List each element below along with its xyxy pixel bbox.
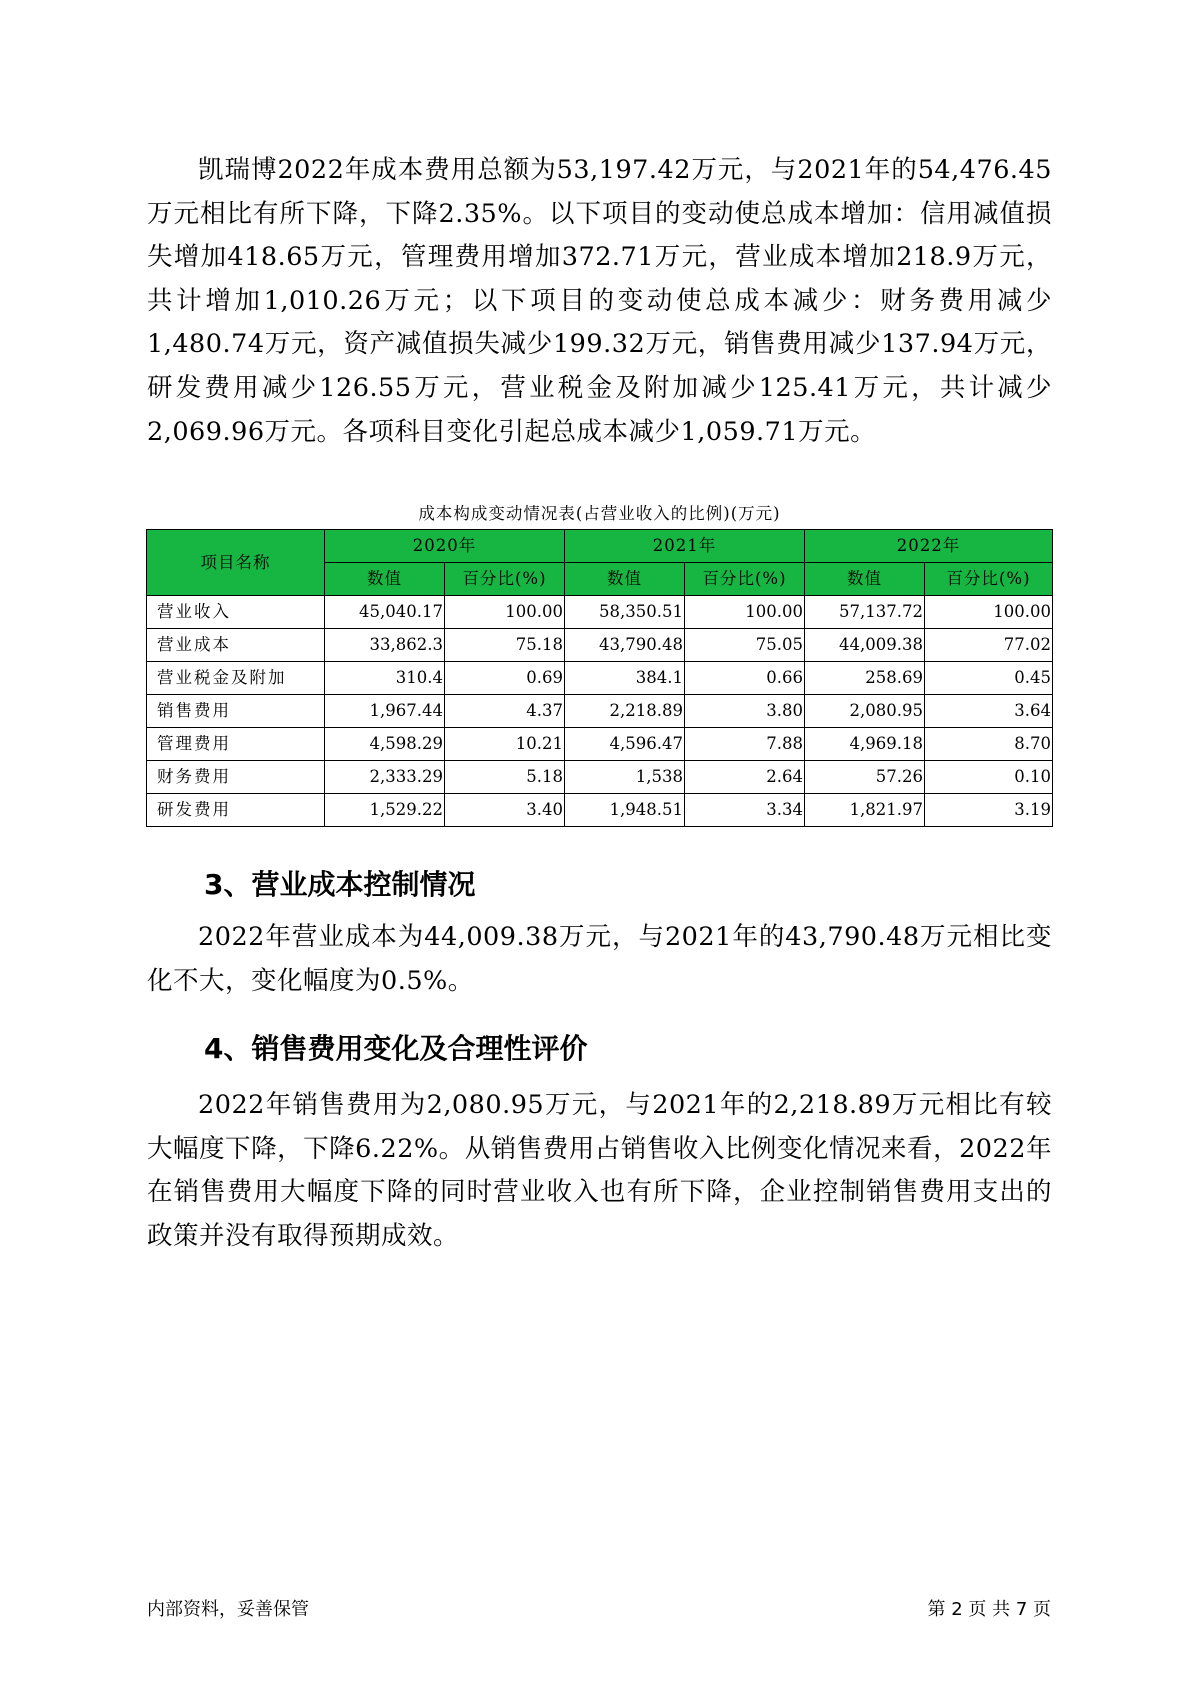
table-row bbox=[147, 794, 1053, 827]
header-year-2020: 2020年 bbox=[325, 530, 565, 563]
cell-percent: 100.00 bbox=[925, 596, 1053, 629]
cell-percent: 3.19 bbox=[925, 794, 1053, 827]
row-label: 销售费用 bbox=[147, 695, 325, 728]
cell-percent: 8.70 bbox=[925, 728, 1053, 761]
cell-percent: 100.00 bbox=[685, 596, 805, 629]
cell-value: 4,596.47 bbox=[565, 728, 685, 761]
cell-value: 1,948.51 bbox=[565, 794, 685, 827]
cell-percent: 0.69 bbox=[445, 662, 565, 695]
row-label: 研发费用 bbox=[147, 794, 325, 827]
cell-value: 45,040.17 bbox=[325, 596, 445, 629]
table-row bbox=[147, 695, 1053, 728]
footer-page-number: 第 2 页 共 7 页 bbox=[927, 1599, 1051, 1620]
row-label: 财务费用 bbox=[147, 761, 325, 794]
cell-percent: 3.40 bbox=[445, 794, 565, 827]
header-percent: 百分比(%) bbox=[685, 563, 805, 596]
cell-percent: 2.64 bbox=[685, 761, 805, 794]
cell-percent: 3.80 bbox=[685, 695, 805, 728]
cell-percent: 7.88 bbox=[685, 728, 805, 761]
paragraph-sales-expense: 2022年销售费用为2,080.95万元，与2021年的2,218.89万元相比有较大幅度下降，下降6.22%。从销售费用占销售收入比例变化情况来看，2022年在销售费用大幅度下降的同时营业收入也有所下降，企业控制销售费用支出的政策并没有取得预期成效。 bbox=[147, 1090, 1052, 1251]
cell-value: 33,862.3 bbox=[325, 629, 445, 662]
table-row bbox=[147, 662, 1053, 695]
header-percent: 百分比(%) bbox=[925, 563, 1053, 596]
row-label: 营业税金及附加 bbox=[147, 662, 325, 695]
cell-value: 258.69 bbox=[805, 662, 925, 695]
cell-percent: 0.45 bbox=[925, 662, 1053, 695]
header-year-2021: 2021年 bbox=[565, 530, 805, 563]
table-row bbox=[147, 761, 1053, 794]
cell-value: 4,598.29 bbox=[325, 728, 445, 761]
cost-structure-table bbox=[146, 529, 1053, 827]
row-label: 营业收入 bbox=[147, 596, 325, 629]
header-item-name: 项目名称 bbox=[147, 530, 325, 596]
footer-confidential-note: 内部资料，妥善保管 bbox=[147, 1599, 309, 1620]
cell-value: 1,538 bbox=[565, 761, 685, 794]
cell-percent: 3.64 bbox=[925, 695, 1053, 728]
header-year-2022: 2022年 bbox=[805, 530, 1053, 563]
header-value: 数值 bbox=[805, 563, 925, 596]
table-header-row-years bbox=[147, 530, 1053, 563]
section-heading-sales-expense: 4、销售费用变化及合理性评价 bbox=[204, 1032, 588, 1065]
table-caption: 成本构成变动情况表(占营业收入的比例)(万元) bbox=[418, 504, 781, 523]
cell-value: 1,821.97 bbox=[805, 794, 925, 827]
cell-value: 1,529.22 bbox=[325, 794, 445, 827]
paragraph-cost-summary: 凯瑞博2022年成本费用总额为53,197.42万元，与2021年的54,476.45万元相比有所下降，下降2.35%。以下项目的变动使总成本增加：信用减值损失增加418.65万元，管理费用增加372.71万元，营业成本增加218.9万元，共计增加1,010.26万元；以下项目的变动使总成本减少：财务费用减少1,480.74万元，资产减值损失减少199.32万元，销售费用减少137.94万元，研发费用减少126.55万元，营业税金及附加减少125.41万元，共计减少2,069.96万元。各项科目变化引起总成本减少1,059.71万元。 bbox=[147, 155, 1052, 447]
cell-percent: 75.05 bbox=[685, 629, 805, 662]
cell-percent: 3.34 bbox=[685, 794, 805, 827]
cell-value: 4,969.18 bbox=[805, 728, 925, 761]
cell-value: 2,333.29 bbox=[325, 761, 445, 794]
cell-value: 57.26 bbox=[805, 761, 925, 794]
row-label: 营业成本 bbox=[147, 629, 325, 662]
header-percent: 百分比(%) bbox=[445, 563, 565, 596]
cell-value: 57,137.72 bbox=[805, 596, 925, 629]
cell-percent: 4.37 bbox=[445, 695, 565, 728]
cell-percent: 100.00 bbox=[445, 596, 565, 629]
table-row bbox=[147, 596, 1053, 629]
row-label: 管理费用 bbox=[147, 728, 325, 761]
header-value: 数值 bbox=[565, 563, 685, 596]
cell-value: 2,218.89 bbox=[565, 695, 685, 728]
cell-value: 43,790.48 bbox=[565, 629, 685, 662]
cell-percent: 75.18 bbox=[445, 629, 565, 662]
cell-value: 44,009.38 bbox=[805, 629, 925, 662]
cell-value: 2,080.95 bbox=[805, 695, 925, 728]
cell-percent: 0.10 bbox=[925, 761, 1053, 794]
header-value: 数值 bbox=[325, 563, 445, 596]
cell-percent: 10.21 bbox=[445, 728, 565, 761]
table-row bbox=[147, 629, 1053, 662]
cell-percent: 0.66 bbox=[685, 662, 805, 695]
cell-value: 1,967.44 bbox=[325, 695, 445, 728]
paragraph-operating-cost: 2022年营业成本为44,009.38万元，与2021年的43,790.48万元相比变化不大，变化幅度为0.5%。 bbox=[147, 922, 1052, 996]
cell-percent: 77.02 bbox=[925, 629, 1053, 662]
cell-value: 310.4 bbox=[325, 662, 445, 695]
cell-value: 58,350.51 bbox=[565, 596, 685, 629]
table-row bbox=[147, 728, 1053, 761]
section-heading-cost-control: 3、营业成本控制情况 bbox=[204, 868, 476, 901]
cell-percent: 5.18 bbox=[445, 761, 565, 794]
cell-value: 384.1 bbox=[565, 662, 685, 695]
